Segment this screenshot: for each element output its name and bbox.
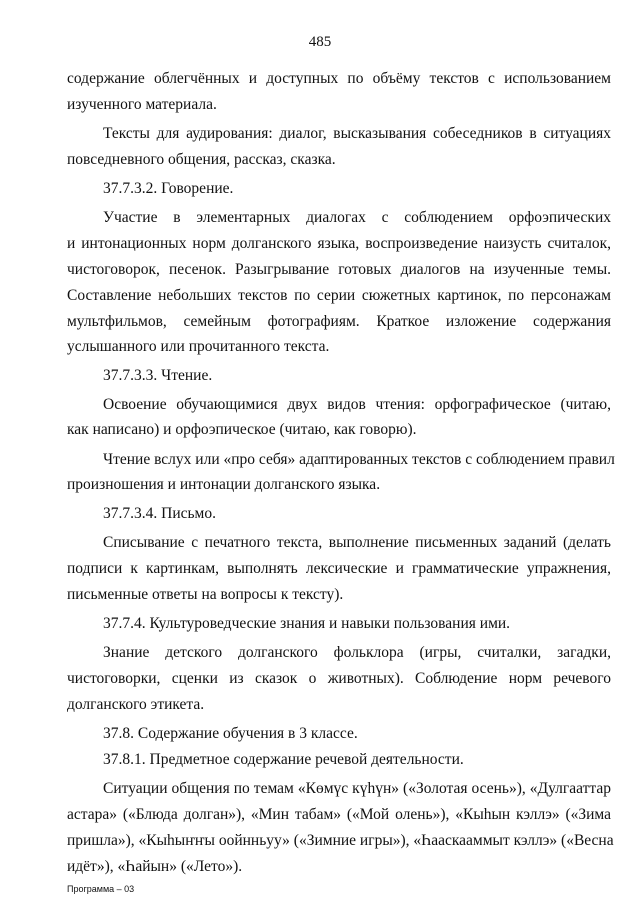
text-line: идёт»), «Һайын» («Лето»).	[67, 858, 243, 875]
text-line: астара» («Блюда долган»), «Мин табам» («Мой олень»), «Кыһын кэллэ» («Зима	[67, 806, 611, 823]
text-line: мультфильмов, семейным фотографиям. Краткое изложение содержания	[67, 313, 611, 330]
text-line: подписи к картинкам, выполнять лексические и грамматические упражнения,	[67, 560, 611, 577]
text-line: и интонационных норм долганского языка, воспроизведение наизусть считалок,	[67, 235, 611, 252]
text-line: чистоговорки, сценки из сказок о животных). Соблюдение норм речевого	[67, 670, 611, 687]
text-line: услышанного или прочитанного текста.	[67, 338, 330, 355]
text-line: произношения и интонации долганского языка.	[67, 476, 381, 493]
section-heading: 37.7.3.4. Письмо.	[103, 505, 216, 522]
text-line: Ситуации общения по темам «Көмүс күһүн» («Золотая осень»), «Дулгааттар	[103, 780, 611, 797]
text-line: пришла»), «Кыһыҥҥы оойнньуу» («Зимние игры»), «Һааскааммыт кэллэ» («Весна	[67, 832, 614, 849]
text-line: чистоговорок, песенок. Разыгрывание готовых диалогов на изученные темы.	[67, 261, 611, 278]
section-heading: 37.7.3.3. Чтение.	[103, 367, 213, 384]
footer-label: Программа – 03	[67, 884, 135, 894]
text-line: Составление небольших текстов по серии сюжетных картинок, по персонажам	[67, 287, 611, 304]
section-heading: 37.8. Содержание обучения в 3 классе.	[103, 725, 358, 742]
text-line: Освоение обучающимися двух видов чтения: орфографическое (читаю,	[103, 396, 611, 413]
text-line: Чтение вслух или «про себя» адаптированных текстов с соблюдением правил	[103, 451, 615, 468]
section-heading: 37.7.4. Культуроведческие знания и навыки пользования ими.	[103, 615, 511, 632]
section-heading: 37.8.1. Предметное содержание речевой деятельности.	[103, 751, 464, 768]
text-line: письменные ответы на вопросы к тексту).	[67, 586, 344, 603]
page-number: 485	[308, 34, 332, 50]
text-line: Участие в элементарных диалогах с соблюдением орфоэпических	[103, 209, 611, 226]
text-line: Списывание с печатного текста, выполнение письменных заданий (делать	[103, 534, 611, 551]
text-line: изученного материала.	[67, 96, 217, 113]
section-heading: 37.7.3.2. Говорение.	[103, 180, 234, 197]
text-line: повседневного общения, рассказ, сказка.	[67, 151, 336, 168]
text-line: Знание детского долганского фольклора (игры, считалки, загадки,	[103, 644, 611, 661]
text-line: долганского этикета.	[67, 696, 205, 713]
text-line: содержание облегчённых и доступных по объёму текстов с использованием	[67, 70, 611, 87]
text-line: Тексты для аудирования: диалог, высказывания собеседников в ситуациях	[103, 125, 611, 142]
text-line: как написано) и орфоэпическое (читаю, как говорю).	[67, 421, 417, 438]
